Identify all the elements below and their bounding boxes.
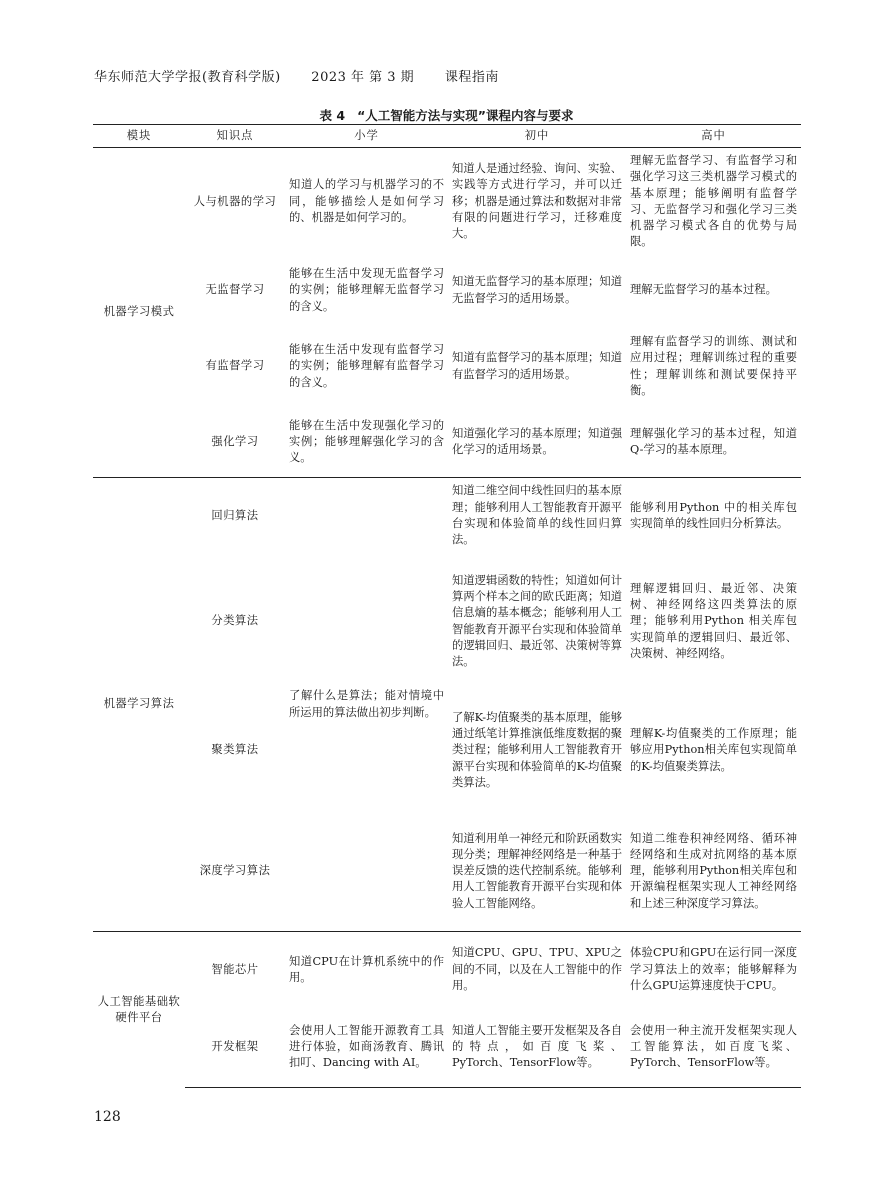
senior-cell: 能够利用Python 中的相关库包实现简单的线性回归分析算法。 — [626, 478, 801, 554]
senior-cell: 体验CPU和GPU在运行同一深度学习算法上的效率；能够解释为什么GPU运算速度快于CPU。 — [626, 932, 801, 1008]
column-header-primary: 小学 — [285, 125, 448, 148]
topic-cell: 开发框架 — [185, 1008, 285, 1088]
table-caption-label: 表 4 — [319, 108, 346, 123]
senior-cell: 会使用一种主流开发框架实现人工智能算法，如百度飞桨、PyTorch、TensorFlow等。 — [626, 1008, 801, 1088]
topic-cell: 回归算法 — [185, 478, 285, 554]
primary-cell: 知道CPU在计算机系统中的作用。 — [285, 932, 448, 1008]
topic-cell: 无监督学习 — [205, 283, 265, 297]
table-row — [93, 326, 801, 408]
table-row — [93, 148, 801, 256]
running-head — [94, 66, 525, 85]
topic-cell: 有监督学习 — [205, 359, 265, 373]
senior-cell: 理解K-均值聚类的工作原理；能够应用Python相关库包实现简单的K-均值聚类算法。 — [630, 727, 797, 773]
junior-cell: 知道二维空间中线性回归的基本原理；能够利用人工智能教育开源平台实现和体验简单的线性回归算法。 — [448, 478, 626, 554]
module-cell: 机器学习模式 — [103, 305, 175, 319]
column-header-topic: 知识点 — [185, 125, 285, 148]
module-cell: 人工智能基础软硬件平台 — [93, 932, 185, 1088]
junior-cell: 了解K-均值聚类的基本原理，能够通过纸笔计算推演低维度数据的聚类过程；能够利用人工智能教育开源平台实现和体验简单的K-均值聚类算法。 — [452, 710, 622, 789]
column-header-module: 模块 — [93, 125, 185, 148]
topic-cell: 聚类算法 — [211, 743, 259, 757]
table-row — [93, 1008, 801, 1088]
issue-info: 2023 年 第 3 期 — [311, 70, 415, 85]
module-cell: 机器学习算法 — [93, 478, 185, 932]
primary-cell: 能够在生活中发现强化学习的实例；能够理解强化学习的含义。 — [289, 418, 444, 465]
table-row — [93, 478, 801, 554]
senior-cell: 理解无监督学习、有监督学习和强化学习这三类机器学习模式的基本原理；能够阐明有监督学习、无监督学习和强化学习三类机器学习模式各自的优势与局限。 — [630, 154, 797, 249]
table-row — [93, 256, 801, 326]
topic-cell: 智能芯片 — [185, 932, 285, 1008]
page-number: 128 — [94, 1109, 121, 1125]
junior-cell: 知道CPU、GPU、TPU、XPU之间的不同，以及在人工智能中的作用。 — [448, 932, 626, 1008]
primary-cell: 了解什么是算法；能对情境中所运用的算法做出初步判断。 — [285, 478, 448, 932]
topic-cell: 分类算法 — [211, 614, 259, 628]
primary-cell: 会使用人工智能开源教育工具进行体验，如商汤教育、腾讯扣叮、Dancing with AI。 — [285, 1008, 448, 1088]
senior-cell: 理解强化学习的基本过程，知道Q-学习的基本原理。 — [630, 427, 797, 457]
topic-cell: 强化学习 — [211, 435, 259, 449]
course-content-table — [93, 124, 801, 1088]
column-header-junior: 初中 — [448, 125, 626, 148]
table-row — [93, 408, 801, 478]
topic-cell: 人与机器的学习 — [193, 194, 277, 208]
junior-cell: 知道人是通过经验、询问、实验、实践等方式进行学习，并可以迁移；机器是通过算法和数据对非常有限的问题进行学习，迁移难度大。 — [452, 162, 622, 241]
section-name: 课程指南 — [444, 70, 499, 85]
junior-cell: 知道人工智能主要开发框架及各自的特点，如百度飞桨、PyTorch、TensorFlow等。 — [448, 1008, 626, 1088]
senior-cell: 理解无监督学习的基本过程。 — [630, 283, 777, 297]
senior-cell: 理解有监督学习的训练、测试和应用过程；理解训练过程的重要性；理解训练和测试要保持平衡。 — [630, 335, 797, 397]
primary-cell: 知道人的学习与机器学习的不同，能够描绘人是如何学习的、机器是如何学习的。 — [289, 178, 444, 224]
junior-cell: 知道逻辑函数的特性；知道如何计算两个样本之间的欧氏距离；知道信息熵的基本概念；能够利用人工智能教育开源平台实现和体验简单的逻辑回归、最近邻、决策树等算法。 — [452, 573, 622, 668]
table-caption — [0, 106, 893, 124]
junior-cell: 知道利用单一神经元和阶跃函数实现分类；理解神经网络是一种基于误差反馈的迭代控制系统。能够利用人工智能教育开源平台实现和体验人工智能网络。 — [452, 831, 622, 910]
junior-cell: 知道无监督学习的基本原理；知道无监督学习的适用场景。 — [452, 275, 622, 305]
primary-cell: 能够在生活中发现有监督学习的实例；能够理解有监督学习的含义。 — [289, 343, 444, 389]
junior-cell: 知道有监督学习的基本原理；知道有监督学习的适用场景。 — [452, 351, 622, 381]
senior-cell: 理解逻辑回归、最近邻、决策树、神经网络这四类算法的原理；能够利用Python 相关库包实现简单的逻辑回归、最近邻、决策树、神经网络。 — [630, 581, 797, 660]
table-caption-title: “人工智能方法与实现”课程内容与要求 — [357, 108, 574, 123]
senior-cell: 知道二维卷积神经网络、循环神经网络和生成对抗网络的基本原理，能够利用Python相关库包和开源编程框架实现人工神经网络和上述三种深度学习算法。 — [630, 831, 797, 910]
column-header-senior: 高中 — [626, 125, 801, 148]
primary-cell: 能够在生活中发现无监督学习的实例；能够理解无监督学习的含义。 — [289, 267, 444, 313]
table-header-row — [93, 125, 801, 148]
junior-cell: 知道强化学习的基本原理；知道强化学习的适用场景。 — [452, 427, 622, 457]
topic-cell: 深度学习算法 — [199, 864, 271, 878]
table-row — [93, 932, 801, 1008]
journal-name: 华东师范大学学报(教育科学版) — [94, 70, 281, 85]
